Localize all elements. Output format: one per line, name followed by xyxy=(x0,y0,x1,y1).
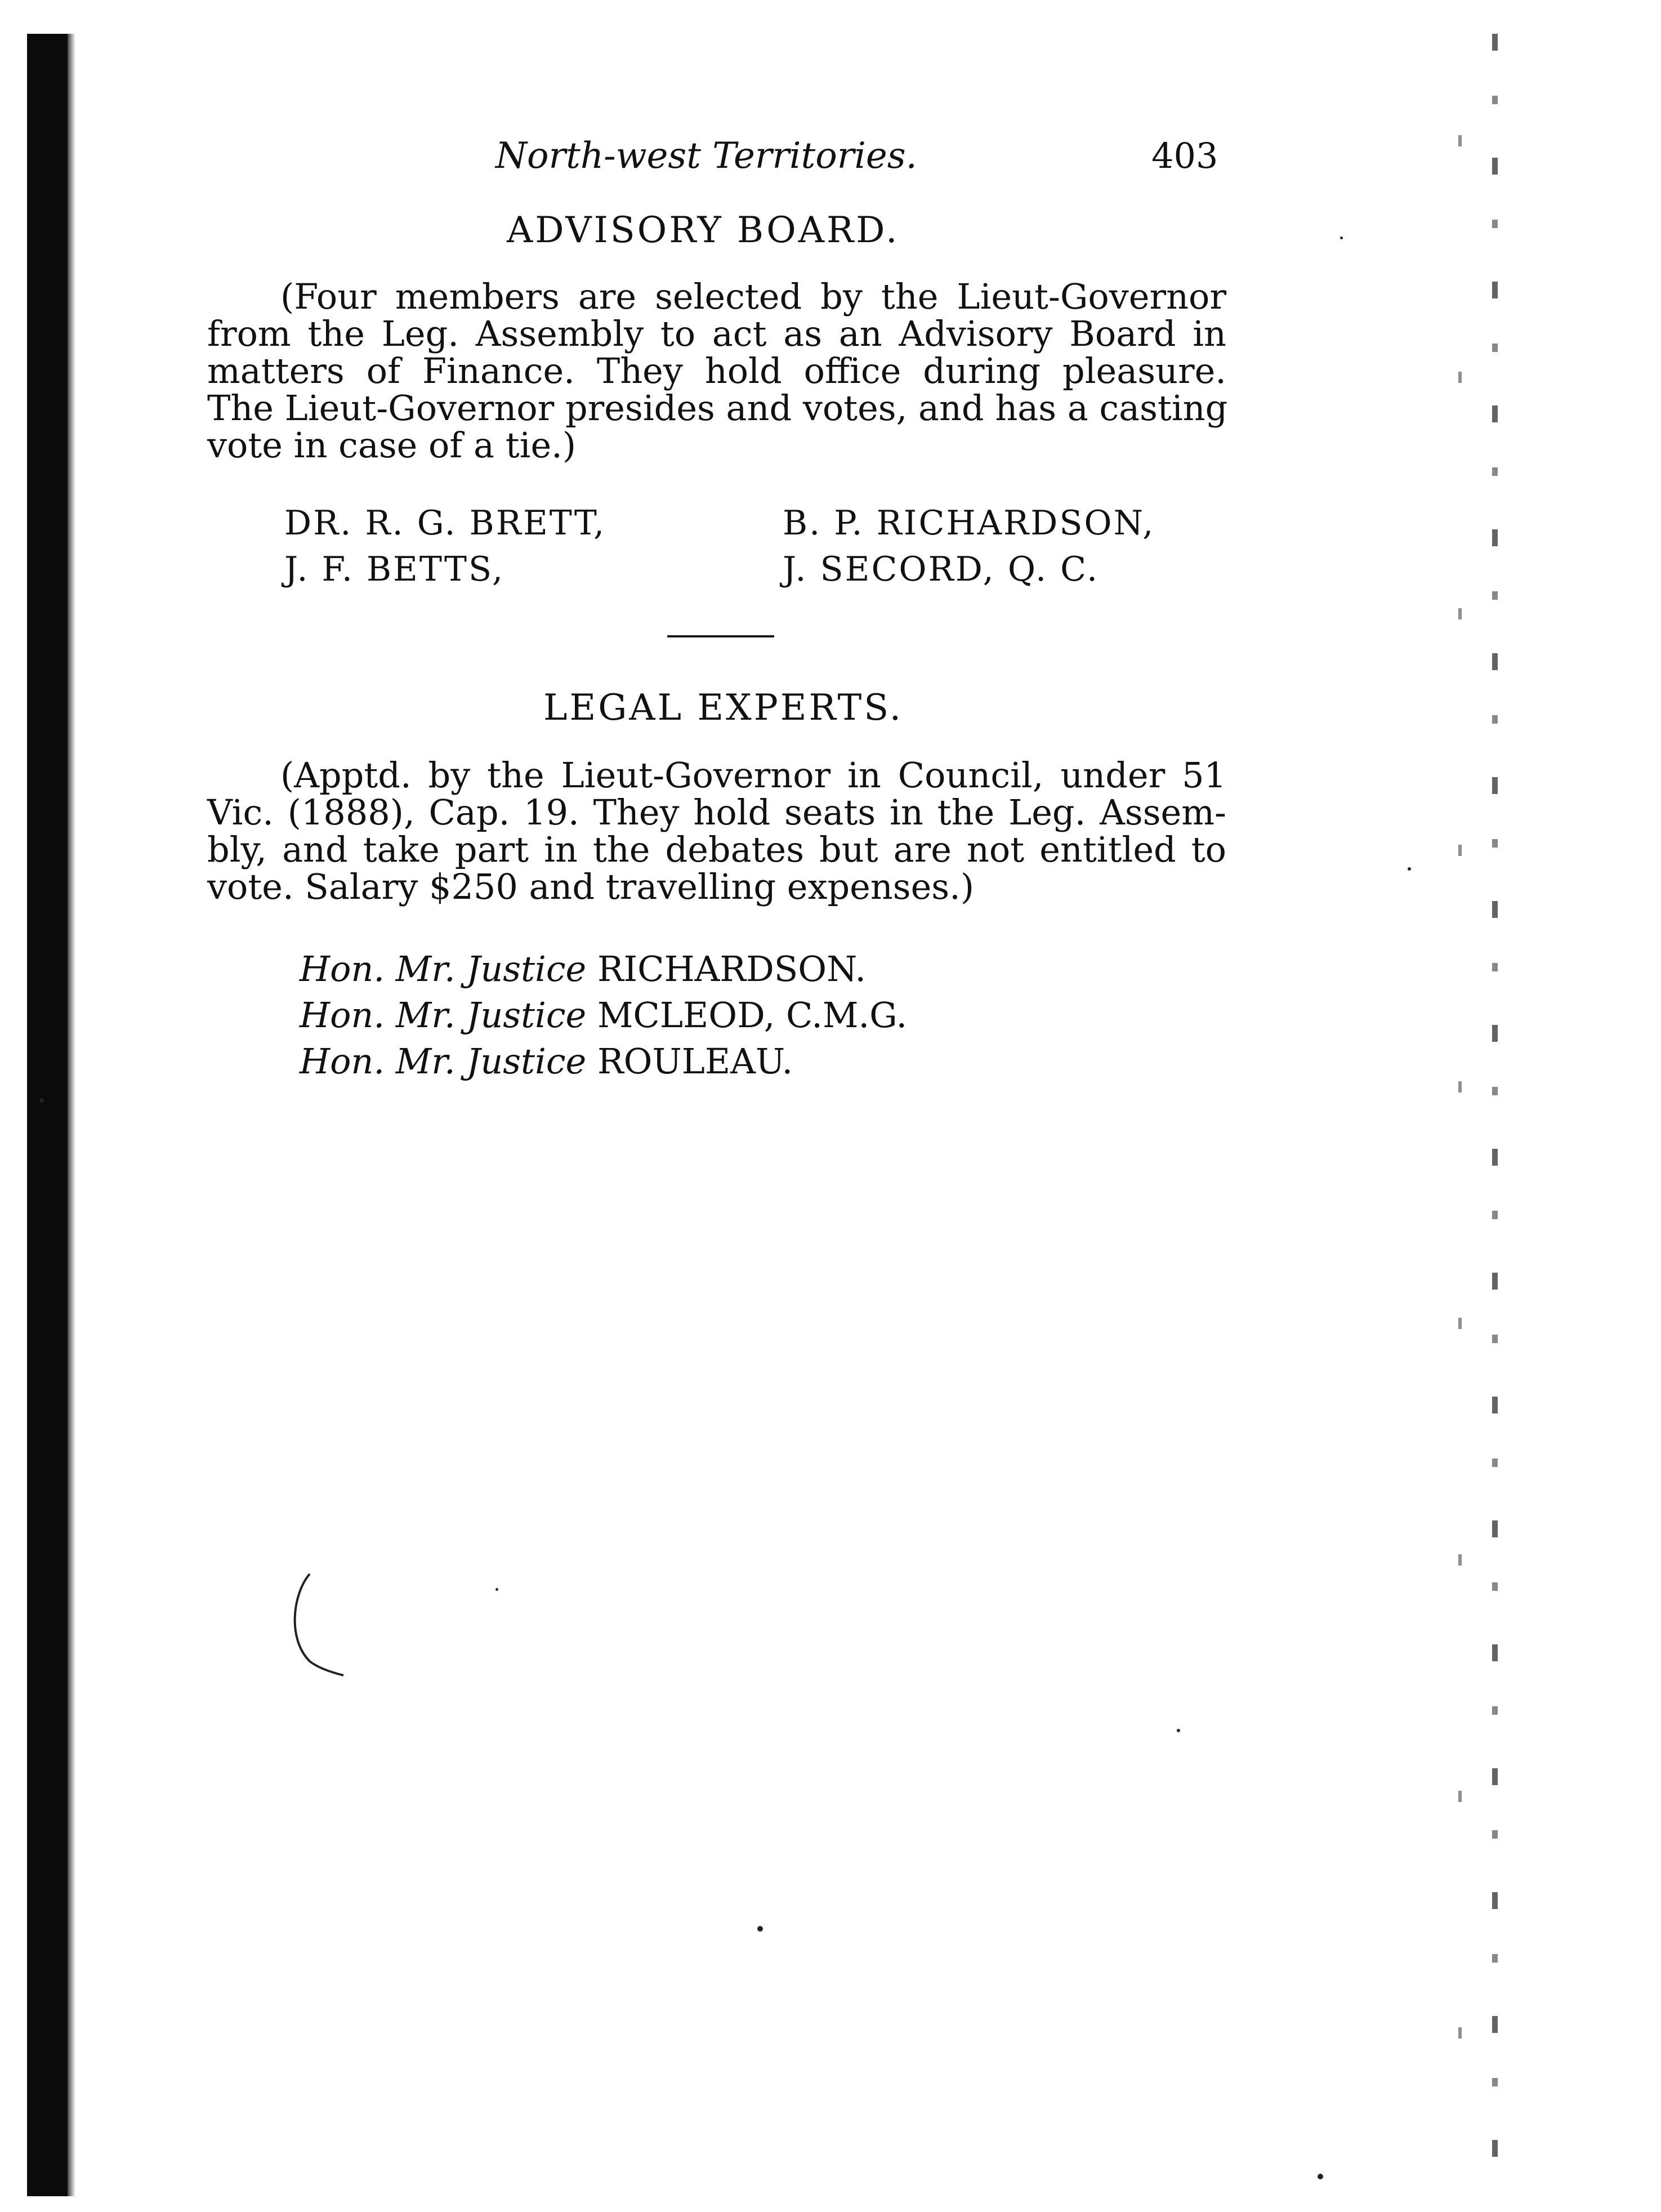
scan-speck xyxy=(757,1926,763,1932)
description-line: from the Leg. Assembly to act as an Advisory Board in xyxy=(207,313,1226,354)
running-head-title: North-west Territories. xyxy=(495,135,917,177)
legal-experts-list xyxy=(300,946,907,1085)
binding-shadow xyxy=(68,34,75,2196)
expert-name: ROULEAU. xyxy=(597,1041,793,1082)
legal-experts-heading: LEGAL EXPERTS. xyxy=(543,687,904,729)
scan-speck xyxy=(1340,237,1343,239)
scan-speck xyxy=(1318,2174,1323,2179)
description-line: vote in case of a tie.) xyxy=(207,425,577,466)
expert-title: Hon. Mr. Justice xyxy=(300,1041,587,1082)
members-row xyxy=(284,546,1230,592)
legal-experts-description xyxy=(207,757,1226,906)
member-name: B. P. RICHARDSON, xyxy=(783,503,1155,543)
advisory-board-heading: ADVISORY BOARD. xyxy=(507,209,900,251)
member-name: DR. R. G. BRETT, xyxy=(284,503,606,543)
description-line: vote. Salary $250 and travelling expenses.) xyxy=(207,866,975,907)
scan-speck xyxy=(1408,867,1411,871)
expert-entry xyxy=(300,946,907,992)
expert-entry xyxy=(300,1038,907,1085)
page-number: 403 xyxy=(1151,135,1218,176)
member-name: J. SECORD, Q. C. xyxy=(783,550,1100,589)
members-row xyxy=(284,500,1230,546)
advisory-board-members xyxy=(284,500,1230,592)
scan-speck xyxy=(495,1588,498,1591)
description-line: (Four members are selected by the Lieut-Governor xyxy=(280,276,1226,317)
binding-edge xyxy=(27,34,68,2196)
section-divider xyxy=(667,635,774,637)
right-page-edge xyxy=(1492,34,1498,2174)
expert-name: RICHARDSON. xyxy=(597,948,867,989)
scan-speck xyxy=(1177,1729,1180,1732)
expert-entry xyxy=(300,992,907,1038)
description-line: (Apptd. by the Lieut-Governor in Council, under 51 xyxy=(280,755,1226,796)
member-name: J. F. BETTS, xyxy=(284,550,505,589)
right-page-edge-marks xyxy=(1458,34,1462,2174)
expert-title: Hon. Mr. Justice xyxy=(300,994,587,1036)
expert-title: Hon. Mr. Justice xyxy=(300,948,587,989)
expert-name: MCLEOD, C.M.G. xyxy=(597,994,908,1036)
pencil-bracket-mark xyxy=(287,1571,355,1684)
advisory-board-description xyxy=(207,278,1226,464)
description-line: Vic. (1888), Cap. 19. They hold seats in the Leg. Assem- xyxy=(207,792,1226,833)
description-line: The Lieut-Governor presides and votes, and has a casting xyxy=(207,387,1228,429)
description-line: matters of Finance. They hold office during pleasure. xyxy=(207,350,1226,391)
description-line: bly, and take part in the debates but are not entitled to xyxy=(207,829,1226,870)
scan-speck xyxy=(39,1098,44,1103)
